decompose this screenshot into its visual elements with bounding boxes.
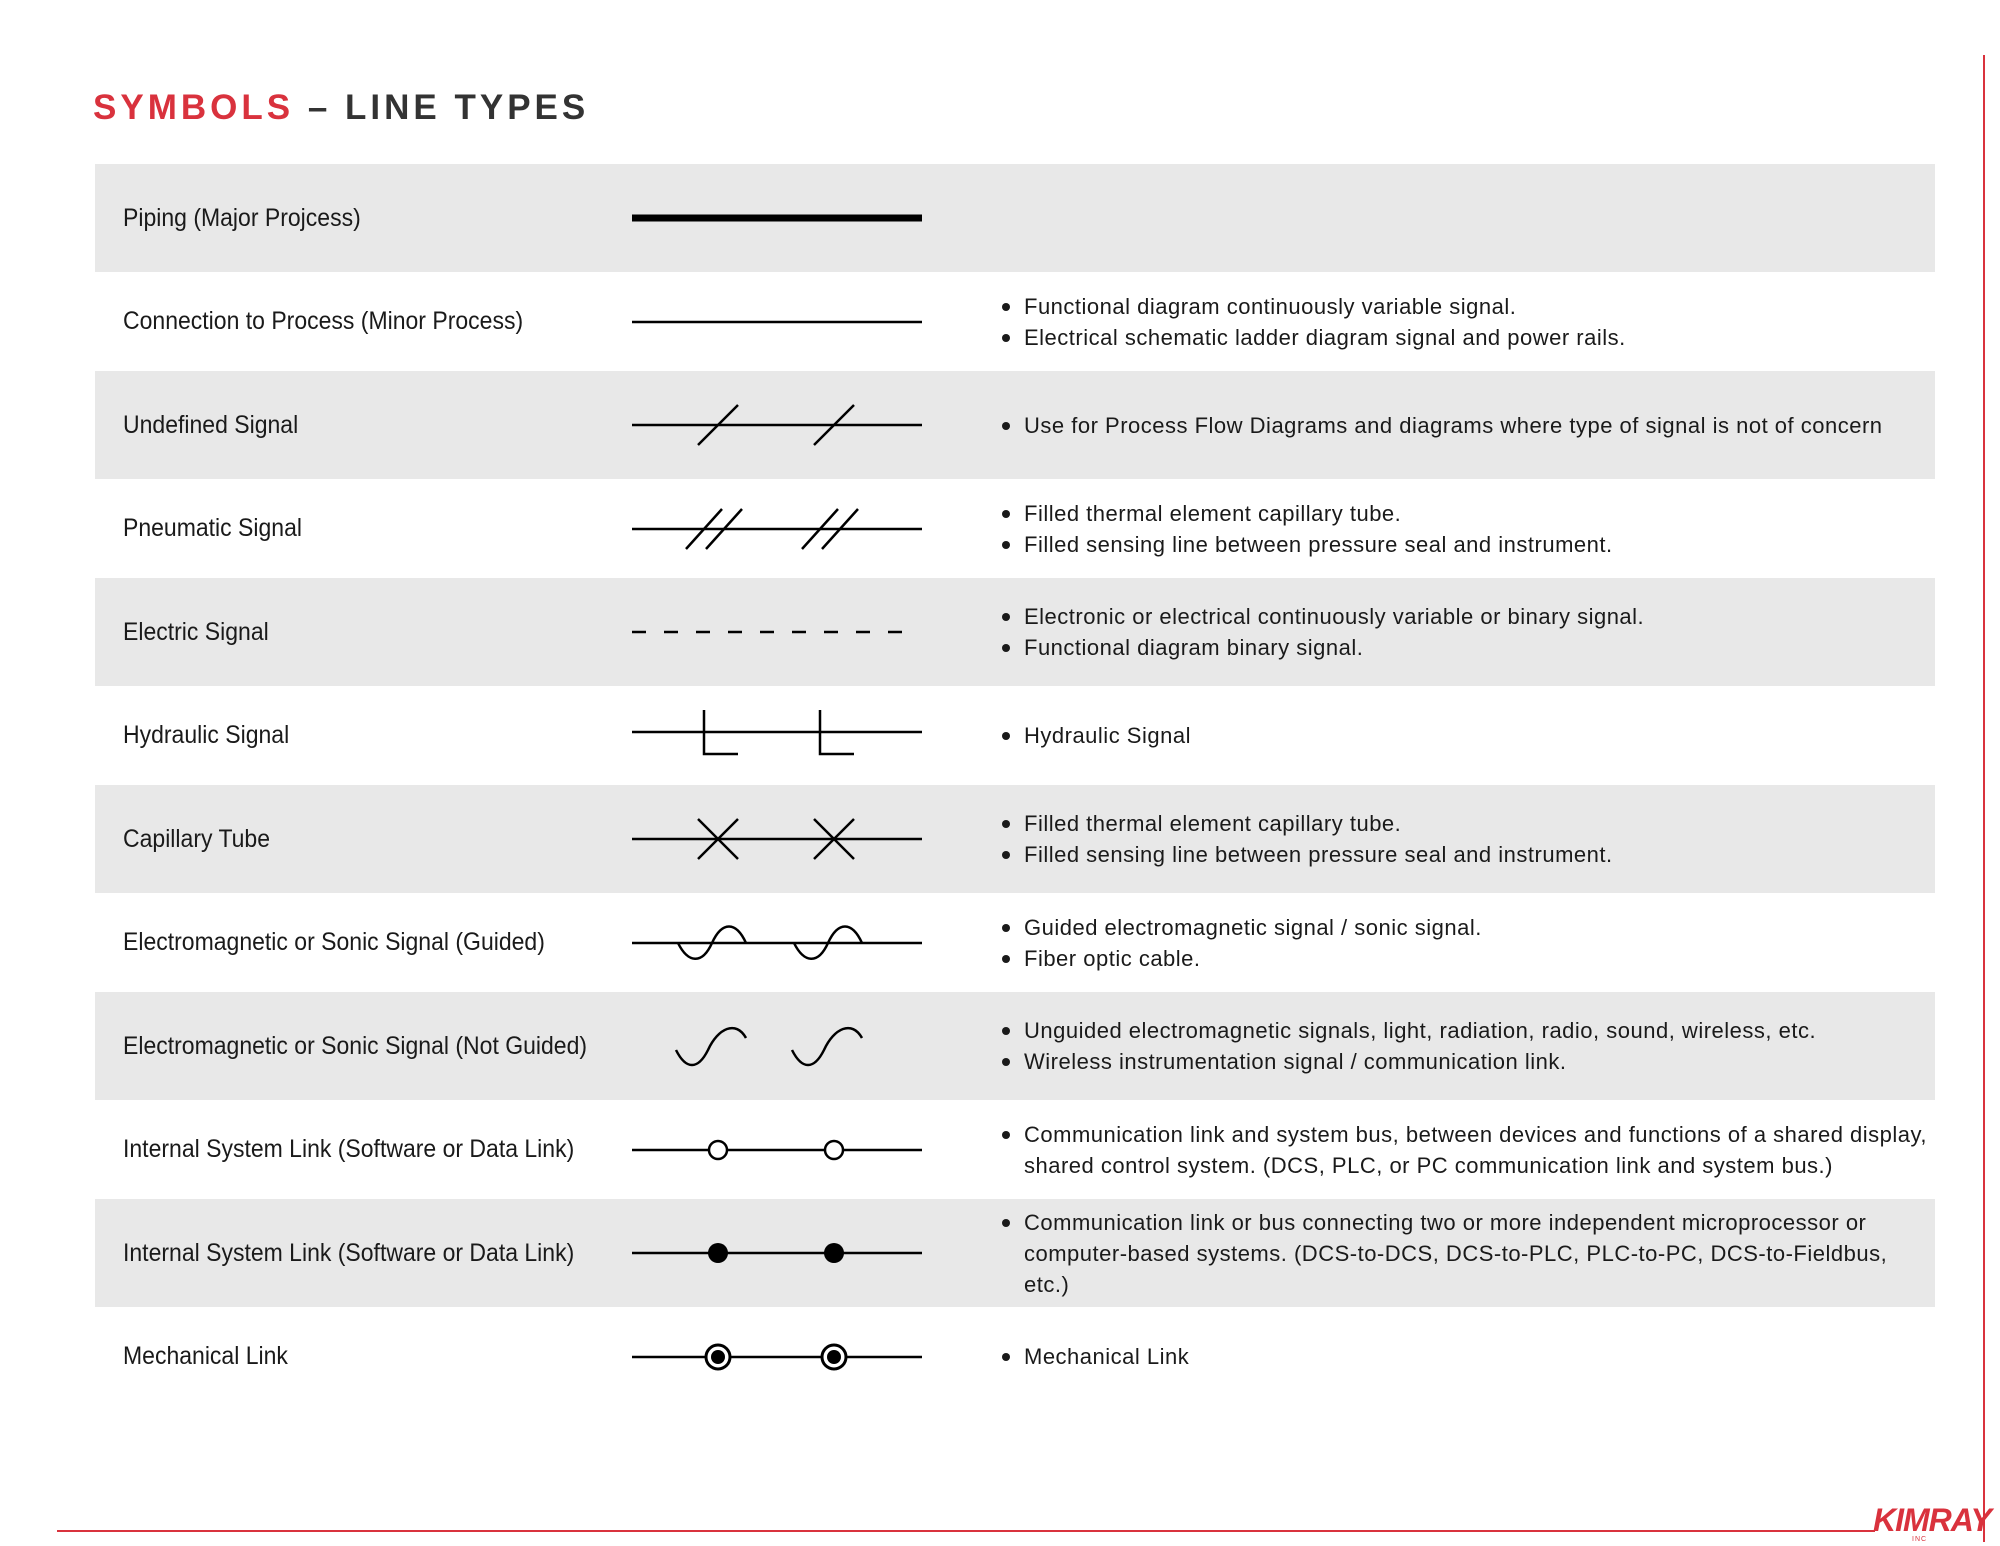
unguided-wave-icon	[632, 992, 922, 1100]
title-part1: SYMBOLS	[93, 88, 295, 127]
row-label: Hydraulic Signal	[123, 721, 290, 749]
row-description	[1000, 912, 1930, 974]
desc-item: Filled thermal element capillary tube.	[1000, 498, 1930, 529]
row-description	[1000, 1341, 1930, 1372]
row-label: Electric Signal	[123, 617, 269, 646]
row-description	[1000, 601, 1930, 663]
desc-item: Wireless instrumentation signal / communication link.	[1000, 1046, 1930, 1077]
table-row	[95, 164, 1935, 272]
table-row	[95, 785, 1935, 893]
table-row	[95, 1307, 1935, 1406]
row-description	[1000, 1119, 1930, 1181]
table-row	[95, 371, 1935, 479]
open-circle-line-icon	[632, 1100, 922, 1199]
filled-circle-line-icon	[632, 1199, 922, 1307]
row-description	[1000, 1015, 1930, 1077]
row-label: Internal System Link (Software or Data Link)	[123, 1135, 575, 1163]
desc-item: Communication link and system bus, between devices and functions of a shared display, shared control system. (DCS, PLC, or PC communication link and system bus.)	[1000, 1119, 1930, 1181]
row-description	[1000, 498, 1930, 560]
desc-item: Use for Process Flow Diagrams and diagrams where type of signal is not of concern	[1000, 410, 1930, 441]
desc-item: Filled sensing line between pressure seal and instrument.	[1000, 839, 1930, 870]
row-description	[1000, 720, 1930, 751]
row-description	[1000, 808, 1930, 870]
desc-item: Functional diagram continuously variable signal.	[1000, 291, 1930, 322]
row-label: Capillary Tube	[123, 824, 271, 853]
single-slash-line-icon	[632, 371, 922, 479]
row-description	[1000, 1207, 1930, 1300]
row-description	[1000, 410, 1930, 441]
desc-item: Mechanical Link	[1000, 1341, 1930, 1372]
ringed-dot-line-icon	[632, 1307, 922, 1406]
table-row	[95, 1199, 1935, 1307]
row-label: Electromagnetic or Sonic Signal (Guided)	[123, 928, 545, 956]
row-label: Pneumatic Signal	[123, 514, 302, 542]
table-row	[95, 992, 1935, 1100]
table-row	[95, 272, 1935, 371]
kimray-logo-sub: INC	[1912, 1536, 1928, 1543]
desc-item: Functional diagram binary signal.	[1000, 632, 1930, 663]
dashed-line-icon	[632, 578, 922, 686]
desc-item: Filled thermal element capillary tube.	[1000, 808, 1930, 839]
row-label: Connection to Process (Minor Process)	[123, 307, 524, 335]
row-label: Internal System Link (Software or Data Link)	[123, 1238, 575, 1267]
desc-item: Electronic or electrical continuously variable or binary signal.	[1000, 601, 1930, 632]
row-label: Piping (Major Projcess)	[123, 203, 361, 232]
desc-item: Filled sensing line between pressure seal and instrument.	[1000, 529, 1930, 560]
row-label: Mechanical Link	[123, 1342, 288, 1370]
page-title	[93, 88, 589, 128]
desc-item: Fiber optic cable.	[1000, 943, 1930, 974]
table-row	[95, 893, 1935, 992]
right-border-rule	[1983, 55, 1985, 1542]
thick-line-icon	[632, 164, 922, 272]
desc-item: Unguided electromagnetic signals, light, radiation, radio, sound, wireless, etc.	[1000, 1015, 1930, 1046]
guided-wave-line-icon	[632, 893, 922, 992]
row-description	[1000, 291, 1930, 353]
line-types-table	[95, 164, 1935, 1406]
hydraulic-line-icon	[632, 686, 922, 785]
table-row	[95, 1100, 1935, 1199]
desc-item: Communication link or bus connecting two or more independent microprocessor or computer-based systems. (DCS-to-DCS, DCS-to-PLC, PLC-to-PC, DCS-to-Fieldbus, etc.)	[1000, 1207, 1930, 1300]
table-row	[95, 686, 1935, 785]
row-label: Electromagnetic or Sonic Signal (Not Guided)	[123, 1031, 588, 1060]
desc-item: Hydraulic Signal	[1000, 720, 1930, 751]
kimray-logo: KIMRAY	[1873, 1502, 1991, 1538]
bottom-border-rule	[57, 1530, 1875, 1532]
title-part2: LINE TYPES	[345, 88, 590, 127]
title-separator: –	[307, 88, 332, 127]
desc-item: Electrical schematic ladder diagram signal and power rails.	[1000, 322, 1930, 353]
thin-line-icon	[632, 272, 922, 371]
table-row	[95, 479, 1935, 578]
x-cross-line-icon	[632, 785, 922, 893]
table-row	[95, 578, 1935, 686]
desc-item: Guided electromagnetic signal / sonic signal.	[1000, 912, 1930, 943]
double-slash-line-icon	[632, 479, 922, 578]
row-label: Undefined Signal	[123, 410, 299, 439]
